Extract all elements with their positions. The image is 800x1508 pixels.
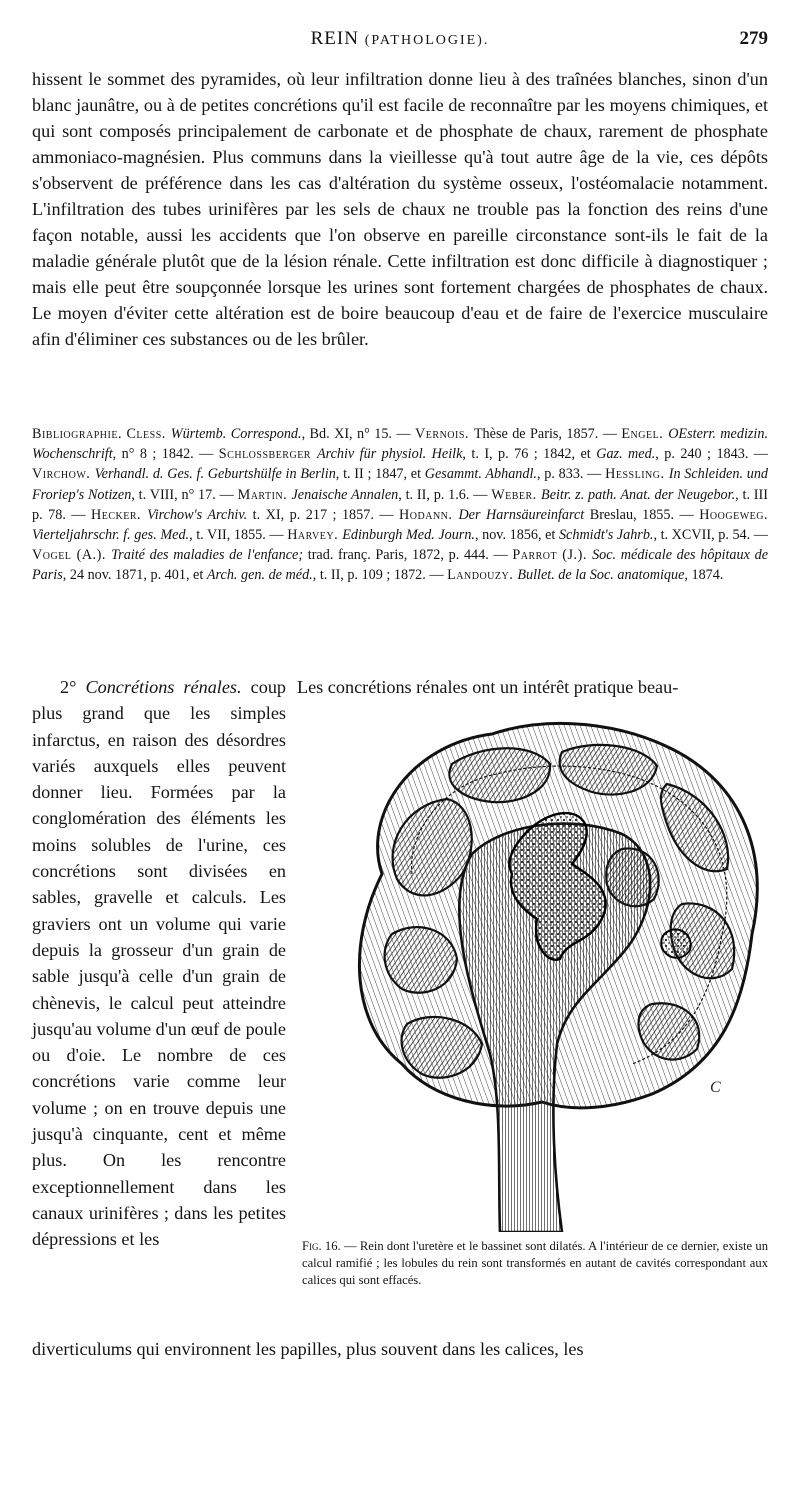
- kidney-illustration: [322, 704, 772, 1232]
- biblio-author: Vogel (A.).: [32, 547, 112, 564]
- page-number: 279: [739, 28, 768, 49]
- running-head: [32, 28, 768, 56]
- biblio-detail: Breslau, 1855. —: [584, 506, 700, 523]
- biblio-detail: Thèse de Paris, 1857. —: [473, 426, 622, 442]
- biblio-detail: , t. XCVII, p. 54. —: [653, 527, 768, 544]
- figure-caption-lead: Fig. 16.: [302, 1239, 341, 1253]
- section-left-text: coup plus grand que les simples infarctus, en raison des désordres variés auxquels elles peuvent donner lieu. Formées par la conglomération des éléments les moins solubles de l'urine, ces concrétions sont divisées en sables, gravelle et calculs. Les graviers ont un volume qui varie depuis la grosseur d'un grain de sable jusqu'à celle d'un grain de chènevis, le calcul peut atteindre jusqu'au volume d'un œuf de poule ou d'oie. Le nombre de ces concrétions varie comme leur volume ; on en trouve depuis une jusqu'à cinquante, cent et même plus. On les rencontre exceptionnellement dans les canaux urinifères ; dans les petites dépressions et les: [32, 677, 287, 1250]
- section-intro: Les concrétions rénales ont un intérêt pratique beau-: [297, 677, 679, 697]
- biblio-author: Vernois.: [415, 426, 474, 442]
- biblio-detail: , t. II, p. 109 ; 1872. —: [312, 567, 448, 584]
- biblio-work: In Schleiden. und Froriep's Notizen: [32, 466, 769, 503]
- biblio-work: Verhandl. d. Ges. f. Geburtshülfe in Berlin: [94, 466, 336, 483]
- biblio-detail: , n° 8 ; 1842. —: [112, 446, 219, 463]
- biblio-detail: , Bd. XI, n° 15. —: [301, 426, 416, 442]
- biblio-author: Parrot (J.).: [512, 547, 593, 564]
- section-last-line: diverticulums qui environnent les papilles, plus souvent dans les calices, les: [32, 1339, 584, 1359]
- biblio-detail: , t. VII, 1855. —: [189, 527, 288, 544]
- biblio-work: Virchow's Archiv.: [147, 506, 248, 523]
- body-paragraph: hissent le sommet des pyramides, où leur infiltration donne lieu à des traînées blanches, sinon d'un blanc jaunâtre, ou à de petites concrétions qu'il est facile de reconnaître par les moyens chimiques, et qui sont composés principalement de carbonate et de phosphate de chaux, rarement de phosphate ammoniaco-magnésien. Plus communs dans la vieillesse qu'à tout autre âge de la vie, ces dépôts s'observent de préférence dans les cas d'altération du système osseux, l'ostéomalacie notamment. L'infiltration des tubes urinifères par les sels de chaux ne trouble pas la fonction des reins d'une façon notable, aussi les accidents que l'on observe en pareille circonstance sont-ils le fait de la maladie générale plutôt que de la lésion rénale. Cette infiltration est donc difficile à diagnostiquer ; mais elle peut être soupçonnée lorsque les urines sont fortement chargées de phosphates de chaux. Le moyen d'éviter cette altération est de boire beaucoup d'eau et de faire de l'exercice musculaire afin d'éliminer ces substances ou de les brûler.: [32, 69, 768, 349]
- biblio-author: Harvey.: [287, 527, 343, 544]
- biblio-author: Landouzy.: [447, 567, 518, 584]
- figure-caption-text: — Rein dont l'uretère et le bassinet sont dilatés. A l'intérieur de ce dernier, existe un calcul ramifié ; les lobules du rein sont transformés en autant de cavités correspondant aux calices qui sont effacés.: [302, 1239, 768, 1287]
- biblio-detail: t. XI, p. 217 ; 1857. —: [247, 506, 400, 523]
- biblio-detail: , t. II ; 1847, et: [335, 466, 425, 483]
- biblio-detail: , p. 833. —: [536, 466, 606, 483]
- biblio-author: Hessling.: [605, 466, 669, 483]
- biblio-work: Jenaische Annalen: [291, 486, 399, 503]
- biblio-author: Hoogeweg.: [699, 506, 769, 523]
- biblio-detail: , t. VIII, n° 17. —: [131, 486, 238, 503]
- biblio-work: Würtemb. Correspond.: [170, 426, 302, 442]
- biblio-work: Soc. médicale des hôpitaux de Paris: [32, 547, 768, 584]
- biblio-detail: , 24 nov. 1871, p. 401, et: [62, 567, 207, 584]
- biblio-work: Traité des maladies de l'enfance;: [111, 547, 304, 564]
- biblio-detail: , t. I, p. 76 ; 1842, et: [462, 446, 597, 463]
- biblio-work: Gesammt. Abhandl.: [424, 466, 537, 483]
- biblio-work: OEsterr. medizin. Wochenschrift: [32, 426, 768, 463]
- biblio-work: Vierteljahrschr. f. ges. Med.: [32, 527, 190, 544]
- section-number: 2°: [60, 677, 77, 697]
- section-left-column: [32, 674, 286, 1253]
- kidney-figure: [322, 704, 772, 1232]
- running-title: [32, 28, 768, 50]
- biblio-work: Archiv für physiol. Heilk: [316, 446, 463, 463]
- biblio-author: Cless.: [126, 426, 171, 442]
- biblio-work: Beitr. z. path. Anat. der Neugebor.: [541, 486, 736, 503]
- biblio-author: Martin.: [237, 486, 292, 503]
- bibliography: [32, 424, 768, 586]
- biblio-author: Engel.: [621, 426, 669, 442]
- figure-caption: [302, 1238, 768, 1289]
- running-title-main: REIN: [310, 28, 359, 49]
- bibliography-label: Bibliographie.: [32, 426, 123, 442]
- section-heading: Concrétions rénales.: [85, 677, 242, 697]
- bibliography-items: [32, 426, 768, 583]
- biblio-detail: , nov. 1856, et: [474, 527, 559, 544]
- biblio-author: Hodann.: [399, 506, 459, 523]
- biblio-author: Virchow.: [32, 466, 95, 483]
- biblio-work: Arch. gen. de méd.: [206, 567, 313, 584]
- biblio-author: Hecker.: [91, 506, 148, 523]
- biblio-author: Weber.: [491, 486, 542, 503]
- biblio-detail: , t. II, p. 1.6. —: [398, 486, 492, 503]
- biblio-detail: , 1874.: [684, 567, 724, 584]
- running-title-sub: (PATHOLOGIE).: [364, 33, 490, 48]
- biblio-work: Gaz. med.: [596, 446, 656, 463]
- biblio-work: Bullet. de la Soc. anatomique: [517, 567, 685, 584]
- biblio-author: Schlossberger: [218, 446, 317, 463]
- biblio-work: Schmidt's Jahrb.: [558, 527, 654, 544]
- biblio-detail: , p. 240 ; 1843. —: [655, 446, 768, 463]
- figure-mark: C: [710, 1079, 721, 1096]
- small-calculus: [661, 929, 690, 957]
- biblio-detail: trad. franç. Paris, 1872, p. 444. —: [303, 547, 513, 564]
- biblio-work: Edinburgh Med. Journ.: [342, 527, 475, 544]
- biblio-detail: , t. III p. 78. —: [32, 486, 768, 523]
- biblio-work: Der Harnsäureinfarct: [458, 506, 585, 523]
